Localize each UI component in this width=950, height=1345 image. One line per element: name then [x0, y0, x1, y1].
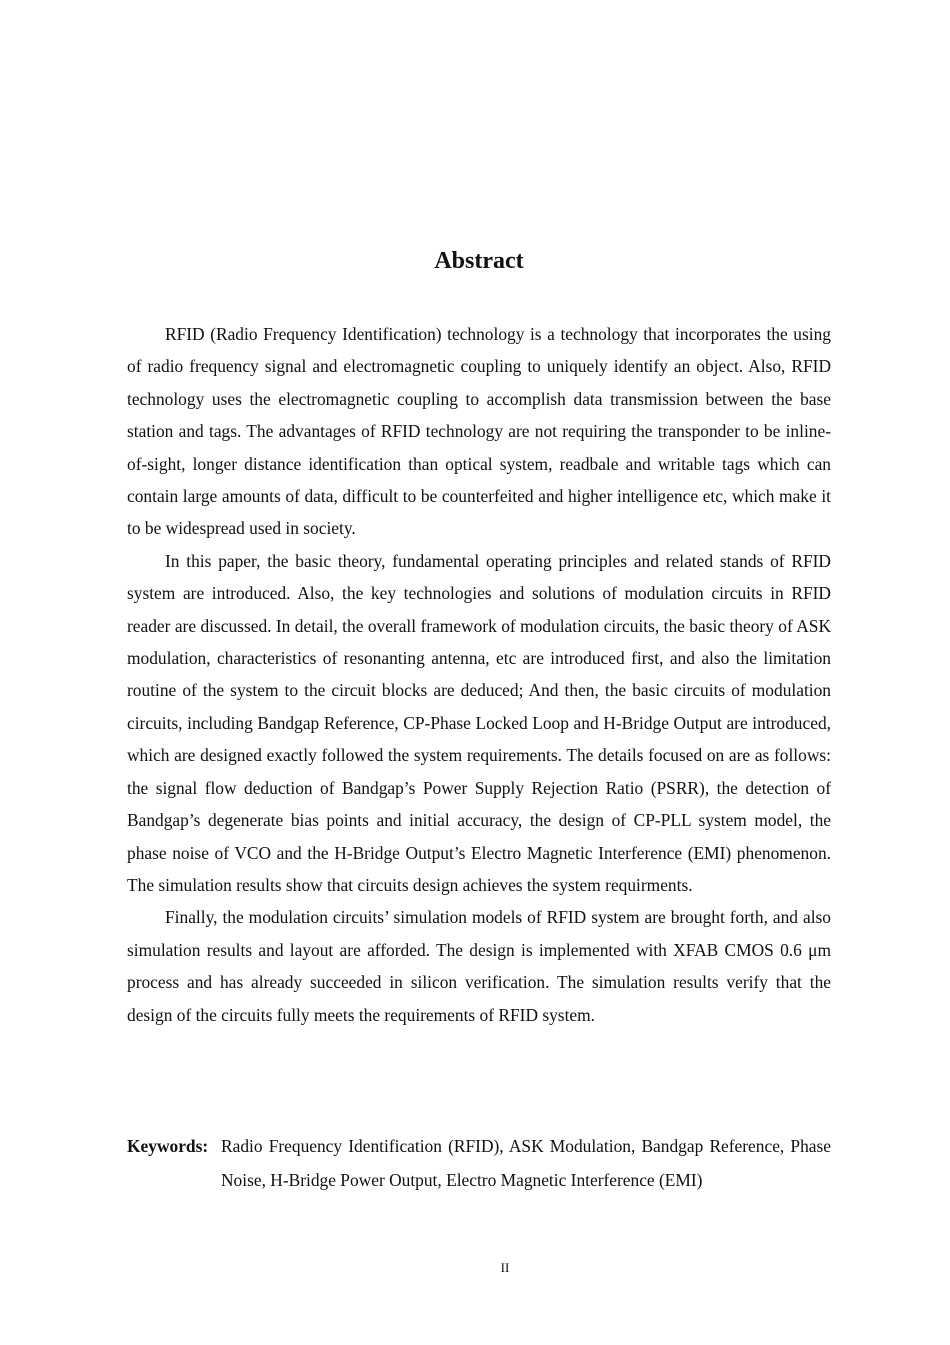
abstract-title: Abstract: [434, 248, 524, 274]
keywords-label: Keywords:: [127, 1136, 209, 1156]
abstract-paragraph-1: RFID (Radio Frequency Identification) technology is a technology that incorporates the using of radio frequency signal and electromagnetic coupling to uniquely identify an object. Also, RFID technology uses the electromagnetic coupling to accomplish data transmission between the base station and tags. The advantages of RFID technology are not requiring the transponder to be inline-of-sight, longer distance identification than optical system, readbale and writable tags which can contain large amounts of data, difficult to be counterfeited and higher intelligence etc, which make it to be widespread used in society.: [127, 324, 831, 539]
abstract-paragraph-2: In this paper, the basic theory, fundamental operating principles and related stands of RFID system are introduced. Also, the key technologies and solutions of modulation circuits in RFID reader are discussed. In detail, the overall framework of modulation circuits, the basic theory of ASK modulation, characteristics of resonanting antenna, etc are introduced first, and also the limitation routine of the system to the circuit blocks are deduced; And then, the basic circuits of modulation circuits, including Bandgap Reference, CP-Phase Locked Loop and H-Bridge Output are introduced, which are designed exactly followed the system requirements. The details focused on are as follows: the signal flow deduction of Bandgap’s Power Supply Rejection Ratio (PSRR), the detection of Bandgap’s degenerate bias points and initial accuracy, the design of CP-PLL system model, the phase noise of VCO and the H-Bridge Output’s Electro Magnetic Interference (EMI) phenomenon. The simulation results show that circuits design achieves the system requirments.: [127, 550, 831, 895]
keywords-list: Radio Frequency Identification (RFID), ASK Modulation, Bandgap Reference, Phase Noise, H-Bridge Power Output, Electro Magnetic Interference (EMI): [221, 1136, 831, 1190]
keywords-block: [127, 1130, 831, 1197]
abstract-paragraph-3: Finally, the modulation circuits’ simulation models of RFID system are brought forth, and also simulation results and layout are afforded. The design is implemented with XFAB CMOS 0.6 μm process and has already succeeded in silicon verification. The simulation results verify that the design of the circuits fully meets the requirements of RFID system.: [127, 907, 831, 1025]
abstract-body: [127, 318, 831, 1031]
page-number: II: [500, 1260, 510, 1275]
